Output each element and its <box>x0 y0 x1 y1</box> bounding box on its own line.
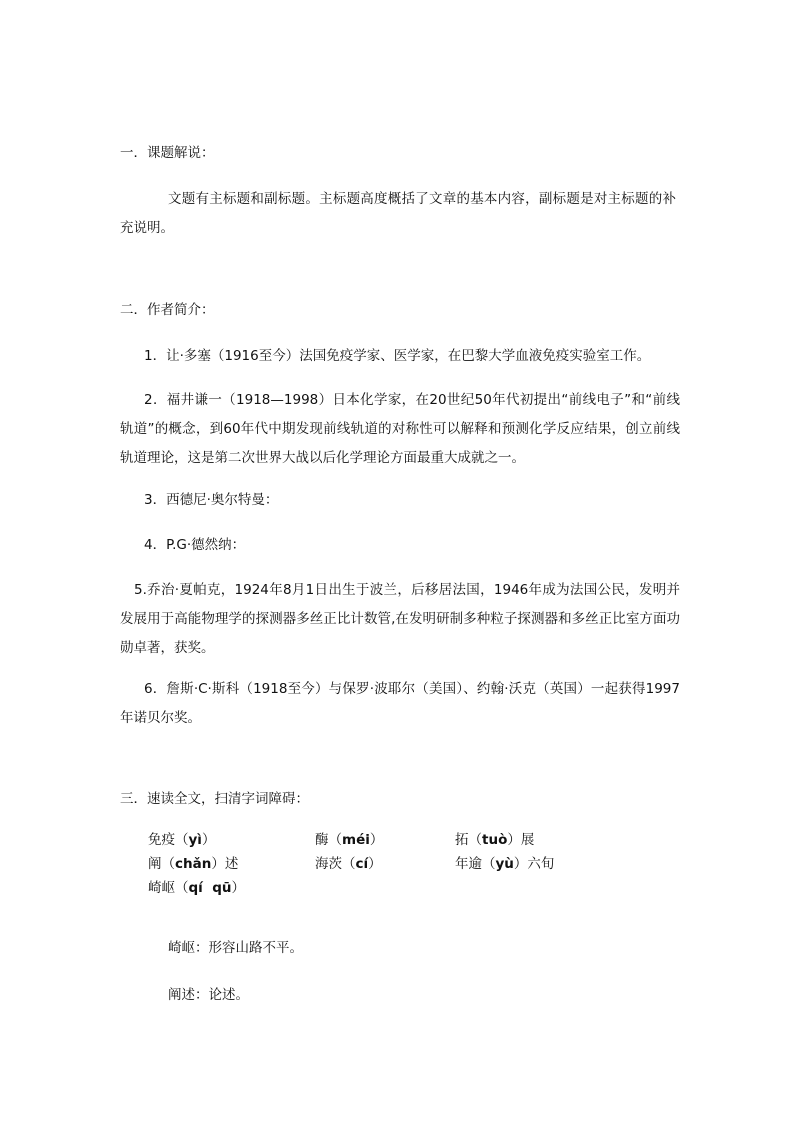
author-item-2: 2．福井谦一（1918—1998）日本化学家，在20世纪50年代初提出“前线电子”和“前线轨道”的概念，到60年代中期发现前线轨道的对称性可以解释和预测化学反应结果，创立前线轨道理论，这是第二次世界大战以后化学理论方面最重大成就之一。 <box>120 392 680 466</box>
author-item-4: 4．P.G·德然纳： <box>144 537 246 553</box>
author-item-5: 5.乔治·夏帕克，1924年8月1日出生于波兰，后移居法国，1946年成为法国公民，发明并发展用于高能物理学的探测器多丝正比计数管,在发明研制多种粒子探测器和多丝正比室方面功勋卓著，获奖。 <box>120 582 680 656</box>
vocab-item: 拓（tuò）展 <box>455 832 535 848</box>
vocab-item: 阐（chǎn）述 <box>148 856 239 872</box>
vocab-item: 酶（méi） <box>315 832 384 848</box>
author-item-6: 6．詹斯·C·斯科（1918至今）与保罗·波耶尔（美国）、约翰·沃克（英国）一起获得1997年诺贝尔奖。 <box>120 681 680 726</box>
vocab-item: 崎岖（qí qū） <box>148 880 245 896</box>
vocab-item: 年逾（yù）六旬 <box>455 856 555 872</box>
section-1-heading: 一．课题解说： <box>120 145 215 161</box>
vocab-item: 海茨（cí） <box>315 856 382 872</box>
author-item-1: 1．让·多塞（1916至今）法国免疫学家、医学家，在巴黎大学血液免疫实验室工作。 <box>144 348 651 364</box>
definition-item: 阐述：论述。 <box>168 987 249 1003</box>
section-1-body: 文题有主标题和副标题。主标题高度概括了文章的基本内容，副标题是对主标题的补充说明。 <box>120 191 676 236</box>
author-item-3: 3．西德尼·奥尔特曼： <box>144 492 279 508</box>
section-2-heading: 二．作者简介： <box>120 302 215 318</box>
vocab-item: 免疫（yì） <box>148 832 216 848</box>
section-3-heading: 三．速读全文，扫清字词障碍： <box>120 791 309 807</box>
definition-item: 崎岖：形容山路不平。 <box>168 940 303 956</box>
